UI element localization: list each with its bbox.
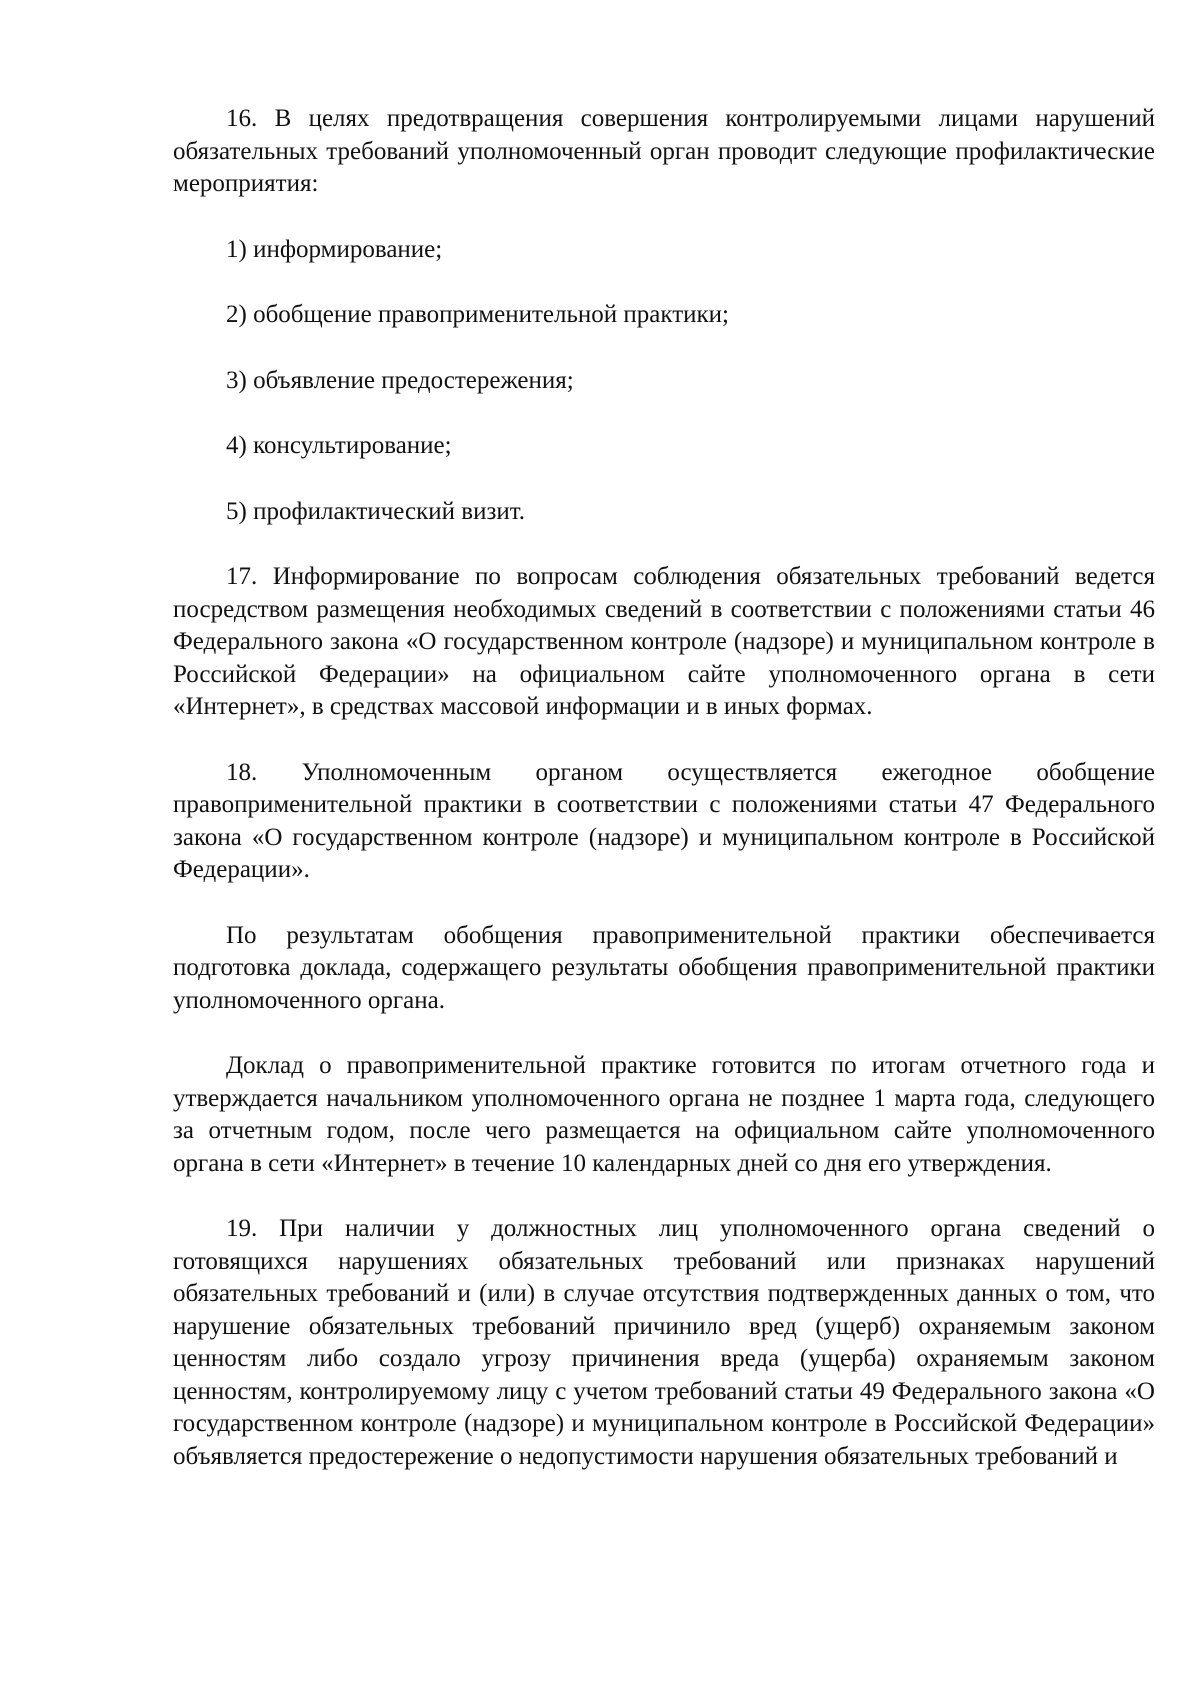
list-item-generalization: 2) обобщение правоприменительной практики; bbox=[226, 301, 729, 328]
paragraph-19: 19. При наличии у должностных лиц уполномоченного органа сведений о готовящихся нарушениях обязательных требований или признаках нарушений обязательных требований и (или) в случае отсутствия подтвержденных данных о том, что нарушение обязательных требований причинило вред (ущерб) охраняемым законом ценностям либо создало угрозу причинения вреда (ущерба) охраняемым законом ценностям, контролируемому лицу с учетом требований статьи 49 Федерального закона «О государственном контроле (надзоре) и муниципальном контроле в Российской Федерации» объявляется предостережение о недопустимости нарушения обязательных требований и bbox=[173, 1215, 1155, 1470]
list-item-warning: 3) объявление предостережения; bbox=[226, 366, 574, 394]
paragraph-report-preparation: По результатам обобщения правоприменительной практики обеспечивается подготовка доклада, содержащего результаты обобщения правоприменительной практики уполномоченного органа. bbox=[173, 921, 1155, 1014]
paragraph-17: 17. Информирование по вопросам соблюдения обязательных требований ведется посредством размещения необходимых сведений в соответствии с положениями статьи 46 Федерального закона «О государственном контроле (надзоре) и муниципальном контроле в Российской Федерации» на официальном сайте уполномоченного органа в сети «Интернет», в средствах массовой информации и в иных формах. bbox=[173, 563, 1155, 720]
paragraph-report-timing: Доклад о правоприменительной практике готовится по итогам отчетного года и утверждается начальником уполномоченного органа не позднее 1 марта года, следующего за отчетным годом, после чего размещается на официальном сайте уполномоченного органа в сети «Интернет» в течение 10 календарных дней со дня его утверждения. bbox=[173, 1052, 1155, 1177]
list-item-visit: 5) профилактический визит. bbox=[226, 497, 525, 525]
document-page bbox=[173, 103, 1155, 1473]
list-item-informing: 1) информирование; bbox=[226, 235, 443, 263]
paragraph-16: 16. В целях предотвращения совершения контролируемыми лицами нарушений обязательных требований уполномоченный орган проводит следующие профилактические мероприятия: bbox=[173, 105, 1155, 197]
list-item-consulting: 4) консультирование; bbox=[226, 432, 452, 459]
paragraph-18: 18. Уполномоченным органом осуществляется ежегодное обобщение правоприменительной практики в соответствии с положениями статьи 47 Федерального закона «О государственном контроле (надзоре) и муниципальном контроле в Российской Федерации». bbox=[173, 758, 1155, 883]
